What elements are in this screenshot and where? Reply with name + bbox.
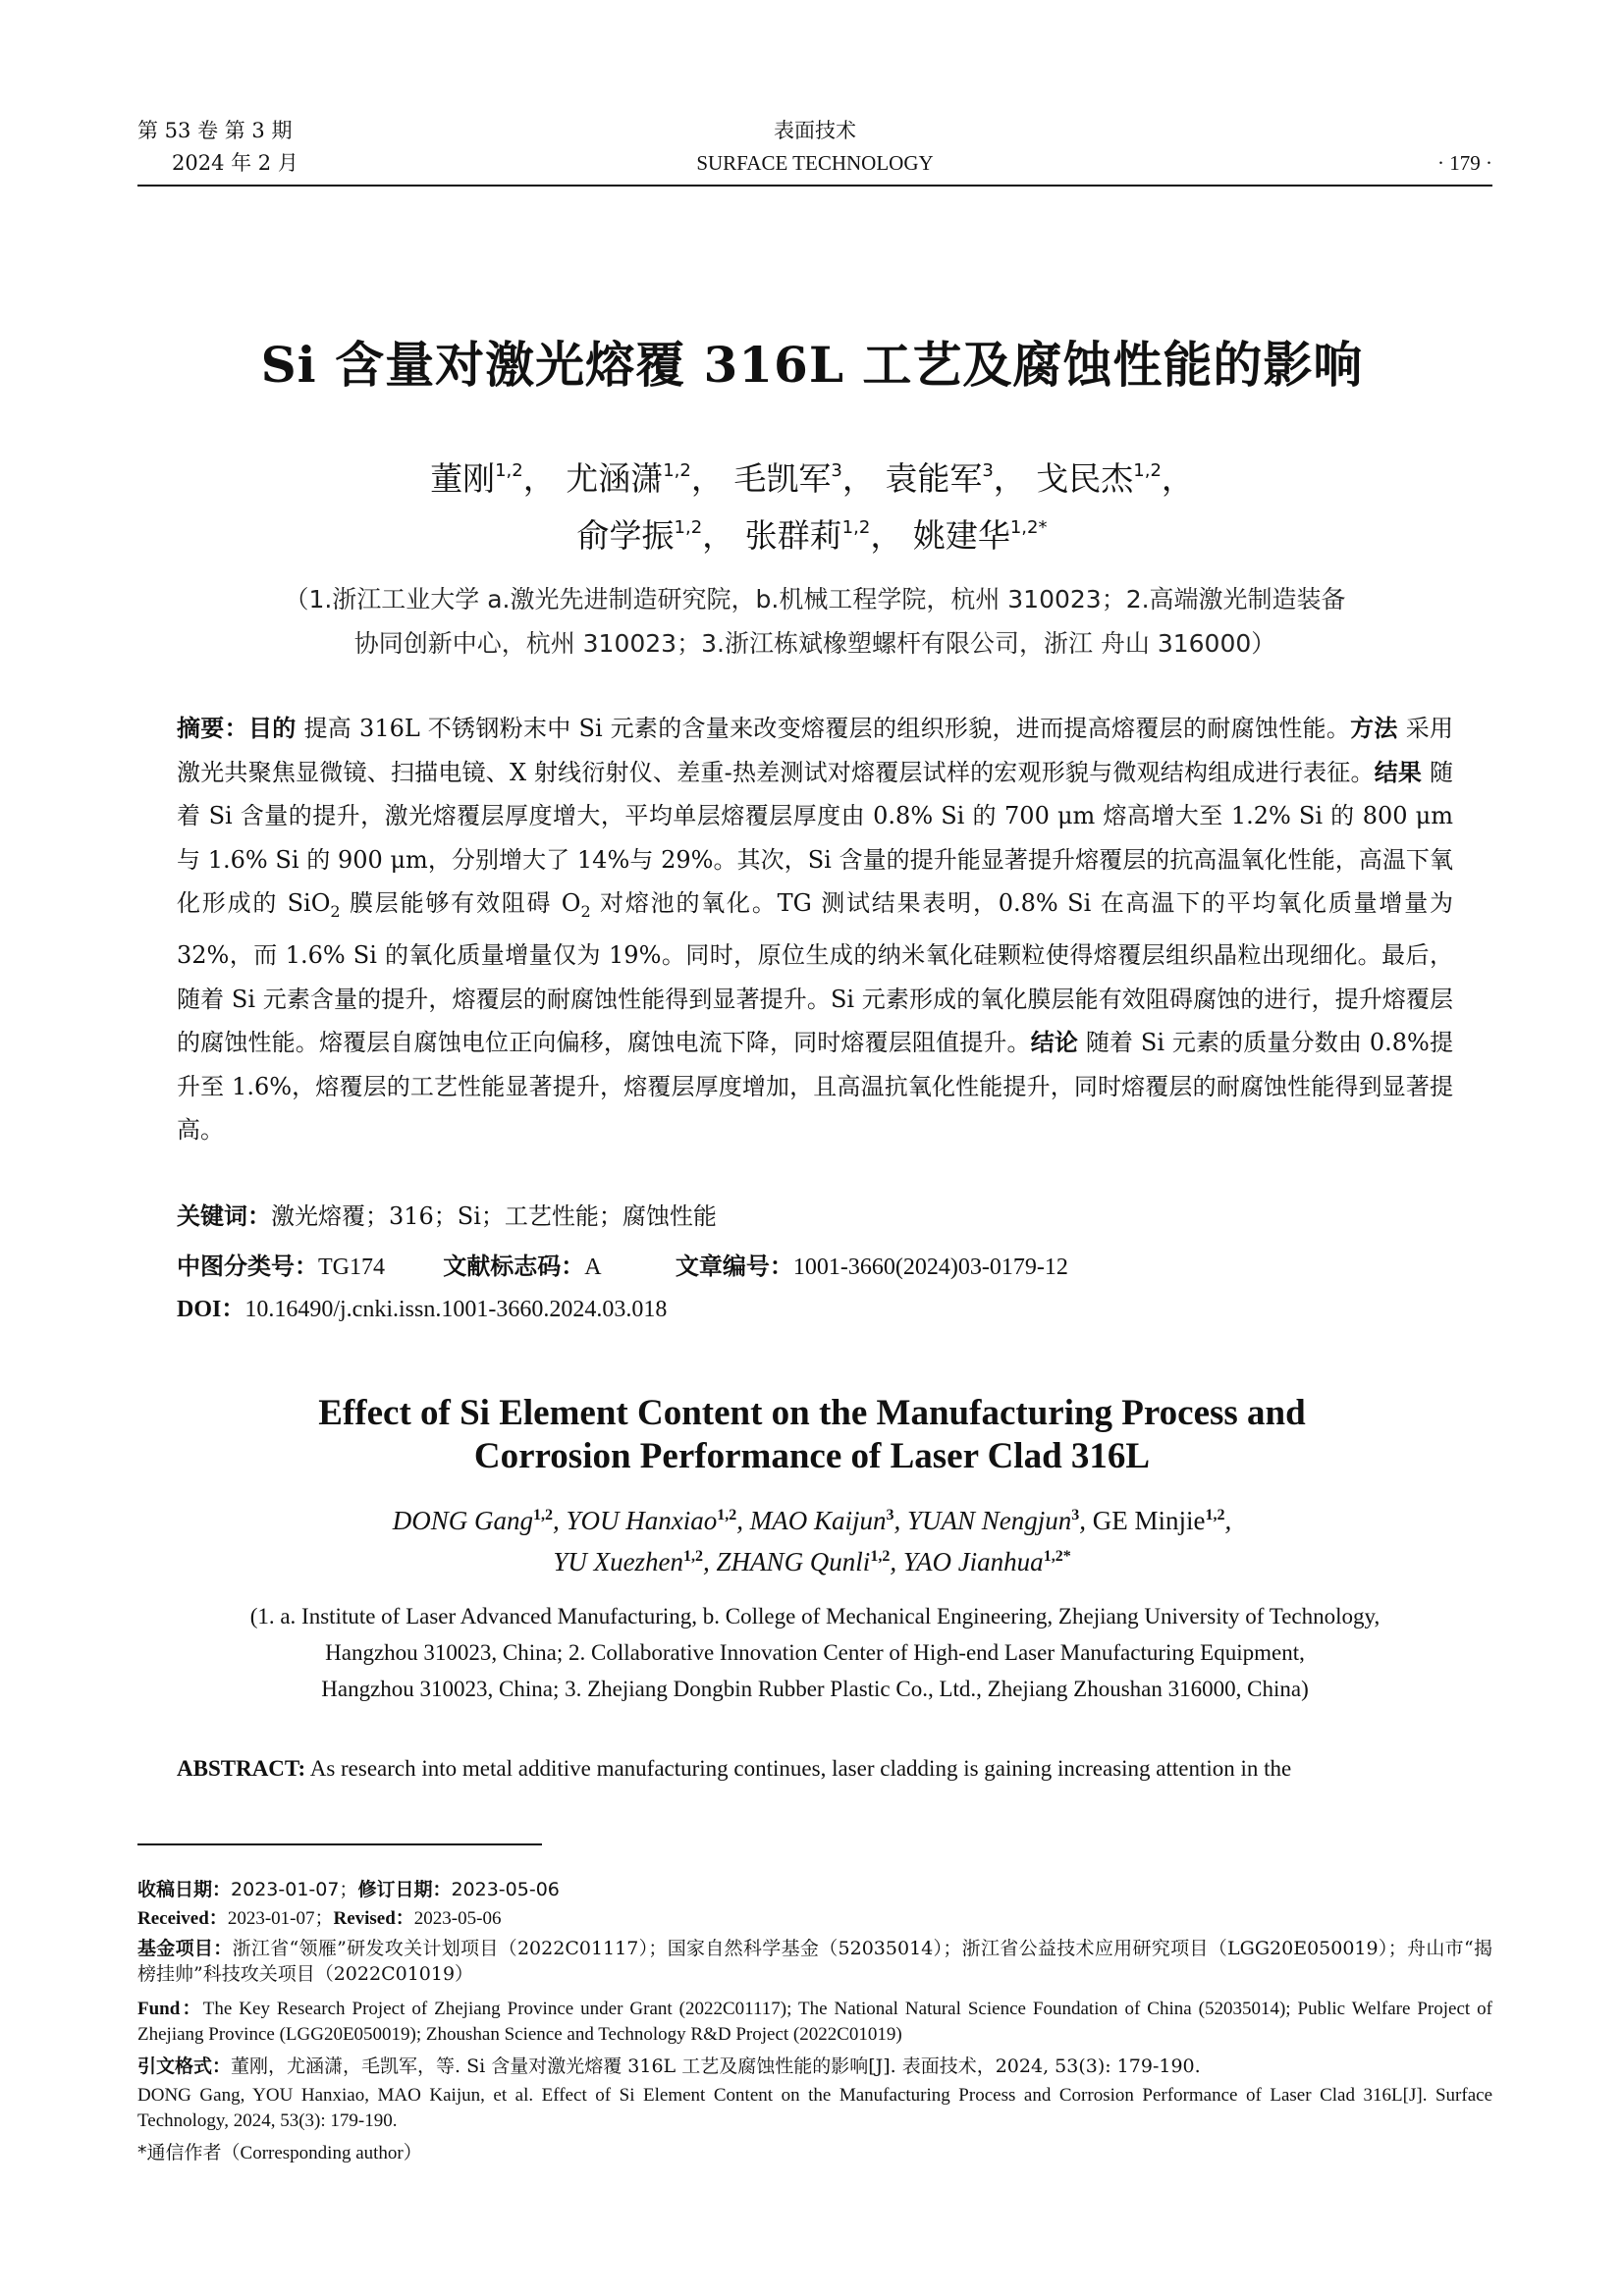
author-affil-mark: 1,2*: [1043, 1548, 1071, 1565]
author-name: 董刚: [430, 459, 496, 498]
author-affil-mark: 1,2: [717, 1507, 737, 1523]
authors-cn-line2: 俞学振$^{1,2}$， 张群莉$^{1,2}$， 姚建华$^{1,2*}$: [576, 516, 1048, 555]
revised-en-date: 2023-05-06: [413, 1908, 502, 1929]
article-id-value: 1001-3660(2024)03-0179-12: [792, 1255, 1068, 1280]
result-text-c: 对熔池的氧化。TG 测试结果表明，0.8% Si 在高温下的平均氧化质量增量为 32%，而 1.6% Si 的氧化质量增量仅为 19%。同时，原位生成的纳米氧化硅颗粒使得熔覆层组织晶粒出现细化。最后，随着 Si 元素含量的提升，熔覆层的耐腐蚀性能得到显著提升。Si 元素形成的氧化膜层能有效阻碍腐蚀的进行，提升熔覆层的腐蚀性能。熔覆层自腐蚀电位正向偏移，腐蚀电流下降，同时熔覆层阻值提升。: [177, 889, 1454, 1057]
corresponding-text: （Corresponding author）: [221, 2143, 422, 2163]
revised-cn-date: 2023-05-06: [451, 1879, 560, 1900]
method-text: 采用激光共聚焦显微镜、扫描电镜、X 射线衍射仪、差重-热差测试对熔覆层试样的宏观形貌与微观结构组成进行表征。: [177, 715, 1453, 786]
author-affil-mark: 1,2: [1133, 460, 1162, 481]
conclusion-text: 随着 Si 元素的质量分数由 0.8%提升至 1.6%，熔覆层的工艺性能显著提升，熔覆层厚度增加，且高温抗氧化性能提升，同时熔覆层的耐腐蚀性能得到显著提高。: [177, 1029, 1454, 1145]
abstract-label: 摘要：: [177, 715, 248, 742]
header-rule: [137, 185, 1492, 187]
author-affil-mark: 1,2: [1205, 1507, 1225, 1523]
title-cn: Si 含量对激光熔覆 316L 工艺及腐蚀性能的影响: [260, 336, 1364, 394]
affiliation-en-line3: Hangzhou 310023, China; 3. Zhejiang Dongbin Rubber Plastic Co., Ltd., Zhejiang Zhoushan 316000, China): [321, 1677, 1309, 1701]
affiliation-cn-line2: 协同创新中心，杭州 310023；3.浙江栋斌橡塑螺杆有限公司，浙江 舟山 316000）: [353, 629, 1276, 658]
result-label: 结果: [1374, 758, 1423, 786]
author-name-en: ZHANG Qunli: [716, 1547, 871, 1576]
footnote-rule: [137, 1843, 542, 1845]
fund-en-text: The Key Research Project of Zhejiang Province under Grant (2022C01117); The National Natural Science Foundation of China (52035014); Public Welfare Project of Zhejiang Province (LGG20E050019); Zhoushan Science and Technology R&D Project (2022C01019): [137, 1999, 1492, 2045]
fund-en-label: Fund：: [137, 1999, 203, 2019]
author-name: 毛凯军: [733, 459, 832, 498]
abstract-en-text: As research into metal additive manufacturing continues, laser cladding is gaining increasing attention in the: [309, 1756, 1292, 1781]
corresponding-author: [137, 2140, 1492, 2166]
received-cn-label: 收稿日期：: [137, 1879, 232, 1900]
author-affil-mark: 3: [831, 460, 842, 481]
abstract-en: [177, 1753, 1453, 1785]
abstract-cn: [177, 707, 1453, 1152]
classification-line: [177, 1252, 1453, 1282]
running-header: [137, 116, 1492, 181]
author-name-en: YU Xuezhen: [553, 1547, 684, 1576]
author-name-en: MAO Kaijun: [749, 1506, 887, 1535]
received-en-date: 2023-01-07；: [227, 1908, 334, 1929]
doi-value: 10.16490/j.cnki.issn.1001-3660.2024.03.018: [244, 1297, 668, 1322]
affiliation-en-line1: (1. a. Institute of Laser Advanced Manufacturing, b. College of Mechanical Engineering, Zhejiang University of Technology,: [249, 1604, 1380, 1629]
author-name: 姚建华: [912, 516, 1010, 555]
author-name-en: GE Minjie: [1092, 1506, 1206, 1535]
keywords-value: 激光熔覆；316；Si；工艺性能；腐蚀性能: [271, 1202, 717, 1230]
author-name: 尤涵潇: [566, 459, 664, 498]
author-affil-mark: 1,2*: [1009, 517, 1048, 538]
author-affil-mark: 1,2: [533, 1507, 553, 1523]
affiliation-en-line2: Hangzhou 310023, China; 2. Collaborative Innovation Center of High-end Laser Manufacturing Equipment,: [325, 1640, 1305, 1665]
volume-issue: 第 53 卷 第 3 期: [137, 119, 293, 142]
authors-cn-line1: 董刚$^{1,2}$， 尤涵潇$^{1,2}$， 毛凯军$^3$， 袁能军$^3$， 戈民杰$^{1,2}$，: [430, 459, 1194, 498]
conclusion-label: 结论: [1030, 1029, 1079, 1057]
doi-line: [177, 1294, 1453, 1324]
received-cn-date: 2023-01-07；: [231, 1879, 358, 1900]
title-en-line2: Corrosion Performance of Laser Clad 316L: [473, 1436, 1151, 1476]
author-affil-mark: 3: [886, 1507, 894, 1523]
author-affil-mark: 1,2: [841, 517, 871, 538]
method-label: 方法: [1350, 715, 1398, 742]
author-name-en: DONG Gang: [392, 1506, 533, 1535]
affiliation-en: [177, 1598, 1453, 1707]
affiliation-cn-line1: （1.浙江工业大学 a.激光先进制造研究院，b.机械工程学院，杭州 310023；2.高端激光制造装备: [284, 585, 1346, 614]
result-text-b: 膜层能够有效阻碍 O: [340, 889, 581, 917]
article-id-label: 文章编号：: [675, 1253, 793, 1280]
received-cn: [137, 1877, 1492, 1902]
corresponding-label: *通信作者: [137, 2142, 222, 2163]
doc-code-label: 文献标志码：: [443, 1253, 585, 1280]
author-name-en: YUAN Nengjun: [907, 1506, 1072, 1535]
author-name: 戈民杰: [1036, 459, 1134, 498]
keywords-label: 关键词：: [177, 1202, 271, 1230]
author-name: 俞学振: [576, 516, 675, 555]
purpose-label: 目的: [247, 715, 297, 742]
author-affil-mark: 3: [1071, 1507, 1080, 1523]
received-en: [137, 1906, 1492, 1932]
fund-cn: [137, 1936, 1492, 1987]
clc-label: 中图分类号：: [177, 1253, 318, 1280]
clc-value: TG174: [318, 1255, 385, 1280]
abstract-en-label: ABSTRACT:: [177, 1756, 306, 1781]
result-text-a: 随着 Si 含量的提升，激光熔覆层厚度增大，平均单层熔覆层厚度由 0.8% Si 的 700 μm 熔高增大至 1.2% Si 的 800 μm 与 1.6% Si 的 900 μm，分别增大了 14%与 29%。其次，Si 含量的提升能显著提升熔覆层的抗高温氧化性能，高温下氧化形成的 SiO: [177, 758, 1453, 917]
revised-cn-label: 修订日期：: [357, 1879, 452, 1900]
page-number: · 179 ·: [1437, 151, 1492, 175]
author-affil-mark: 3: [982, 460, 994, 481]
issue-date: 2024 年 2 月: [172, 151, 298, 175]
author-name-en: YAO Jianhua: [902, 1547, 1044, 1576]
citation-label: 引文格式：: [137, 2056, 232, 2077]
keywords: [177, 1201, 1453, 1231]
received-en-label: Received：: [137, 1908, 228, 1929]
author-name-en: YOU Hanxiao: [566, 1506, 718, 1535]
fund-en: [137, 1997, 1492, 2048]
author-name: 张群莉: [744, 516, 842, 555]
author-affil-mark: 1,2: [663, 460, 691, 481]
revised-en-label: Revised：: [333, 1908, 414, 1929]
author-name: 袁能军: [885, 459, 983, 498]
author-affil-mark: 1,2: [870, 1548, 891, 1565]
author-affil-mark: 1,2: [683, 1548, 704, 1565]
authors-en-line1: DONG Gang$^{1,2}$, YOU Hanxiao$^{1,2}$, MAO Kaijun$^3$, YUAN Nengjun$^3$, GE Minjie$^{1,2}$,: [392, 1506, 1232, 1535]
citation-en: DONG Gang, YOU Hanxiao, MAO Kaijun, et al. Effect of Si Element Content on the Manufacturing Process and Corrosion Performance of Laser Clad 316L[J]. Surface Technology, 2024, 53(3): 179-190.: [137, 2085, 1492, 2131]
title-en-line1: Effect of Si Element Content on the Manufacturing Process and: [318, 1393, 1306, 1433]
author-affil-mark: 1,2: [495, 460, 523, 481]
citation-cn-text: 董刚，尤涵潇，毛凯军，等. Si 含量对激光熔覆 316L 工艺及腐蚀性能的影响[J]. 表面技术，2024, 53(3): 179-190.: [231, 2056, 1201, 2077]
fund-cn-label: 基金项目：: [137, 1938, 233, 1959]
doc-code-value: A: [584, 1255, 602, 1280]
doi-label: DOI：: [177, 1297, 245, 1322]
purpose-text: 提高 316L 不锈钢粉末中 Si 元素的含量来改变熔覆层的组织形貌，进而提高熔覆层的耐腐蚀性能。: [303, 715, 1351, 742]
authors-en-line2: YU Xuezhen$^{1,2}$, ZHANG Qunli$^{1,2}$, YAO Jianhua$^{1,2*}$: [553, 1547, 1071, 1576]
title-en: [0, 1392, 1624, 1478]
subscript: 2: [330, 901, 341, 921]
journal-name-en: SURFACE TECHNOLOGY: [696, 151, 934, 175]
subscript: 2: [580, 901, 591, 921]
fund-cn-text: 浙江省“领雁”研发攻关计划项目（2022C01117）；国家自然科学基金（52035014）；浙江省公益技术应用研究项目（LGG20E050019）；舟山市“揭榜挂帅”科技攻关项目（2022C01019）: [137, 1938, 1492, 1985]
citation-cn: [137, 2054, 1492, 2079]
author-affil-mark: 1,2: [674, 517, 703, 538]
journal-name-cn: 表面技术: [774, 119, 856, 142]
